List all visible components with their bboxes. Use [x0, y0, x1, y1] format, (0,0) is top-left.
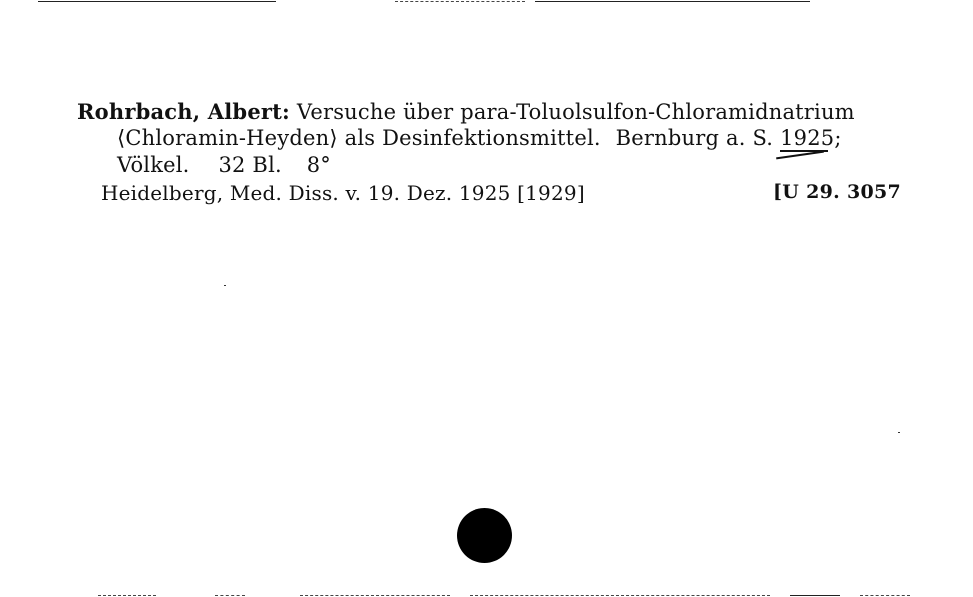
speck [224, 285, 226, 286]
top-rule-middle [395, 1, 525, 2]
title-part-1: Versuche über para-Toluolsulfon-Chloramidnatrium [296, 100, 855, 124]
speck [898, 432, 900, 433]
author-name: Rohrbach, Albert [77, 99, 283, 124]
imprint-line [117, 153, 331, 177]
imprint-year: 1925 [780, 126, 835, 150]
dissertation-note: Heidelberg, Med. Diss. v. 19. Dez. 1925 [1929] [101, 181, 585, 205]
publisher: Völkel. [117, 153, 190, 177]
format: 8° [306, 153, 332, 177]
bottom-rule-5 [790, 595, 840, 596]
bottom-rule-6 [860, 595, 910, 596]
author-separator: : [282, 99, 290, 124]
imprint-year-marked [780, 126, 842, 150]
imprint-place: Bernburg a. S. [615, 126, 774, 150]
punch-hole [457, 508, 512, 563]
shelfmark: [U 29. 3057 [773, 181, 902, 203]
top-rule-left [38, 1, 276, 2]
bottom-rule-3 [300, 595, 450, 596]
bottom-rule-1 [98, 595, 156, 596]
year-separator: ; [834, 126, 842, 150]
title-line-1 [77, 99, 855, 124]
title-line-2 [117, 126, 842, 150]
bottom-rule-4 [470, 595, 770, 596]
extent: 32 Bl. [218, 153, 282, 177]
bottom-rule-2 [215, 595, 245, 596]
top-rule-right [535, 1, 810, 2]
title-part-2: ⟨Chloramin-Heyden⟩ als Desinfektionsmittel. [117, 126, 601, 150]
